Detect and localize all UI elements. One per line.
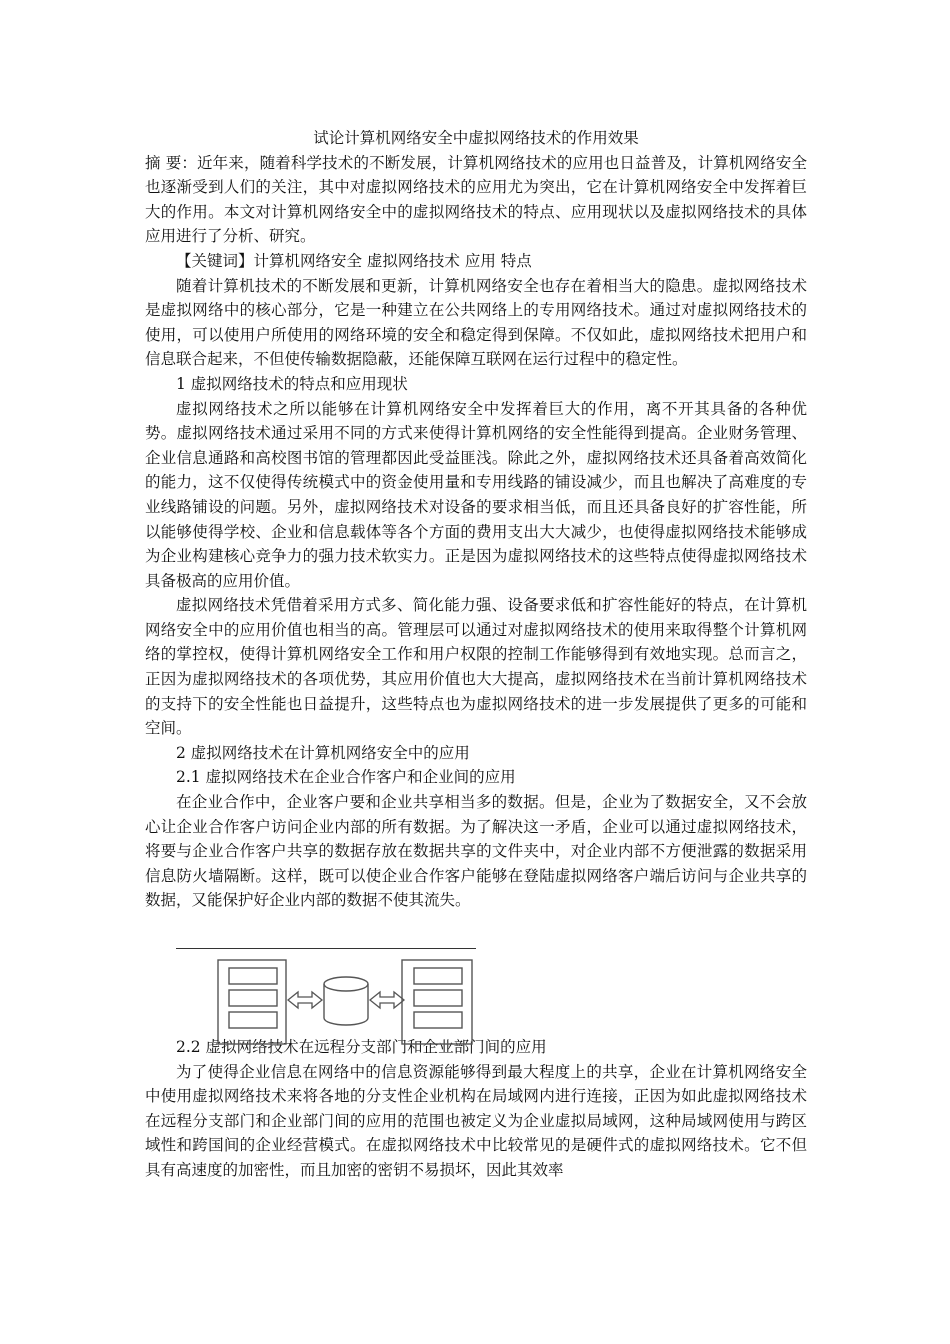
server-rack-icon: [218, 960, 286, 1044]
figure-top-rule: [176, 948, 476, 949]
network-diagram-figure: [176, 948, 476, 1048]
network-diagram: [176, 948, 476, 1048]
abstract: 摘 要：近年来，随着科学技术的不断发展，计算机网络技术的应用也日益普及，计算机网络安全也逐渐受到人们的关注，其中对虚拟网络技术的应用尤为突出，它在计算机网络安全中发挥着巨大的作用。本文对计算机网络安全中的虚拟网络技术的特点、应用现状以及虚拟网络技术的具体应用进行了分析、研究。: [145, 153, 807, 246]
double-arrow-icon: [370, 992, 404, 1008]
section-2-1-paragraph-part-b: 客户端后访问与企业共享的数据，又能保护好企业内部的数据不使其流失。: [145, 866, 807, 910]
section-1-heading: 1 虚拟网络技术的特点和应用现状: [176, 374, 408, 393]
section-2-1-paragraph: [145, 790, 807, 913]
section-1-paragraph-1: 虚拟网络技术之所以能够在计算机网络安全中发挥着巨大的作用，离不开其具备的各种优势。虚拟网络技术通过采用不同的方式来使得计算机网络的安全性能得到提高。企业财务管理、企业信息通路和高校图书馆的管理都因此受益匪浅。除此之外，虚拟网络技术还具备着高效简化的能力，这不仅使得传统模式中的资金使用量和专用线路的铺设减少，而且也解决了高难度的专业线路铺设的问题。另外，虚拟网络技术对设备的要求相当低，而且还具备良好的扩容性能，所以能够使得学校、企业和信息载体等各个方面的费用支出大大减少，也使得虚拟网络技术能够成为企业构建核心竞争力的强力技术软实力。正是因为虚拟网络技术的这些特点使得虚拟网络技术具备极高的应用价值。: [145, 399, 807, 590]
section-2-1-heading: 2.1 虚拟网络技术在企业合作客户和企业间的应用: [176, 768, 516, 787]
section-2-2-heading: 2.2 虚拟网络技术在远程分支部门和企业部门间的应用: [176, 1038, 547, 1056]
section-2-2-paragraph: 为了使得企业信息在网络中的信息资源能够得到最大程度上的共享，企业在计算机网络安全中使用虚拟网络技术来将各地的分支性企业机构在局域网内进行连接，正因为如此虚拟网络技术在远程分支部门和企业部门间的应用的范围也被定义为企业虚拟局域网，这种局域网使用与跨区域性和跨国间的企业经营模式。在虚拟网络技术中比较常见的是硬件式的虚拟网络技术。它不但具有高速度的加密性，而且加密的密钥不易损坏，因此其效率: [145, 1062, 807, 1179]
section-1-paragraph-2: 虚拟网络技术凭借着采用方式多、简化能力强、设备要求低和扩容性能好的特点，在计算机网络安全中的应用价值也相当的高。管理层可以通过对虚拟网络技术的使用来取得整个计算机网络的掌控权，使得计算机网络安全工作和用户权限的控制工作能够得到有效地实现。总而言之，正因为虚拟网络技术的各项优势，其应用价值也大大提高，虚拟网络技术在当前计算机网络技术的支持下的安全性能也日益提升，这些特点也为虚拟网络技术的进一步发展提供了更多的可能和空间。: [145, 596, 807, 738]
keywords: 【关键词】计算机网络安全 虚拟网络技术 应用 特点: [176, 251, 532, 270]
intro-paragraph: 随着计算机技术的不断发展和更新，计算机网络安全也存在着相当大的隐患。虚拟网络技术是虚拟网络中的核心部分，它是一种建立在公共网络上的专用网络技术。通过对虚拟网络技术的使用，可以使用户所使用的网络环境的安全和稳定得到保障。不仅如此，虚拟网络技术把用户和信息联合起来，不但使传输数据隐蔽，还能保障互联网在运行过程中的稳定性。: [145, 276, 807, 369]
database-cylinder-icon: [324, 977, 368, 1025]
server-rack-icon: [402, 960, 472, 1044]
page-title: 试论计算机网络安全中虚拟网络技术的作用效果: [313, 129, 639, 147]
section-2-heading: 2 虚拟网络技术在计算机网络安全中的应用: [176, 743, 470, 762]
double-arrow-icon: [288, 992, 322, 1008]
section-2-1-paragraph-part-a: 在企业合作中，企业客户要和企业共享相当多的数据。但是，企业为了数据安全，又不会放心让企业合作客户访问企业内部的所有数据。为了解决这一矛盾，企业可以通过虚拟网络技术，将要与企业合作客户共享的数据存放在数据共享的文件夹中，对企业内部不方便泄露的数据采用信息防火墙隔断。这样，既可以使企业合作客户能够在登陆虚拟网络: [145, 793, 807, 885]
